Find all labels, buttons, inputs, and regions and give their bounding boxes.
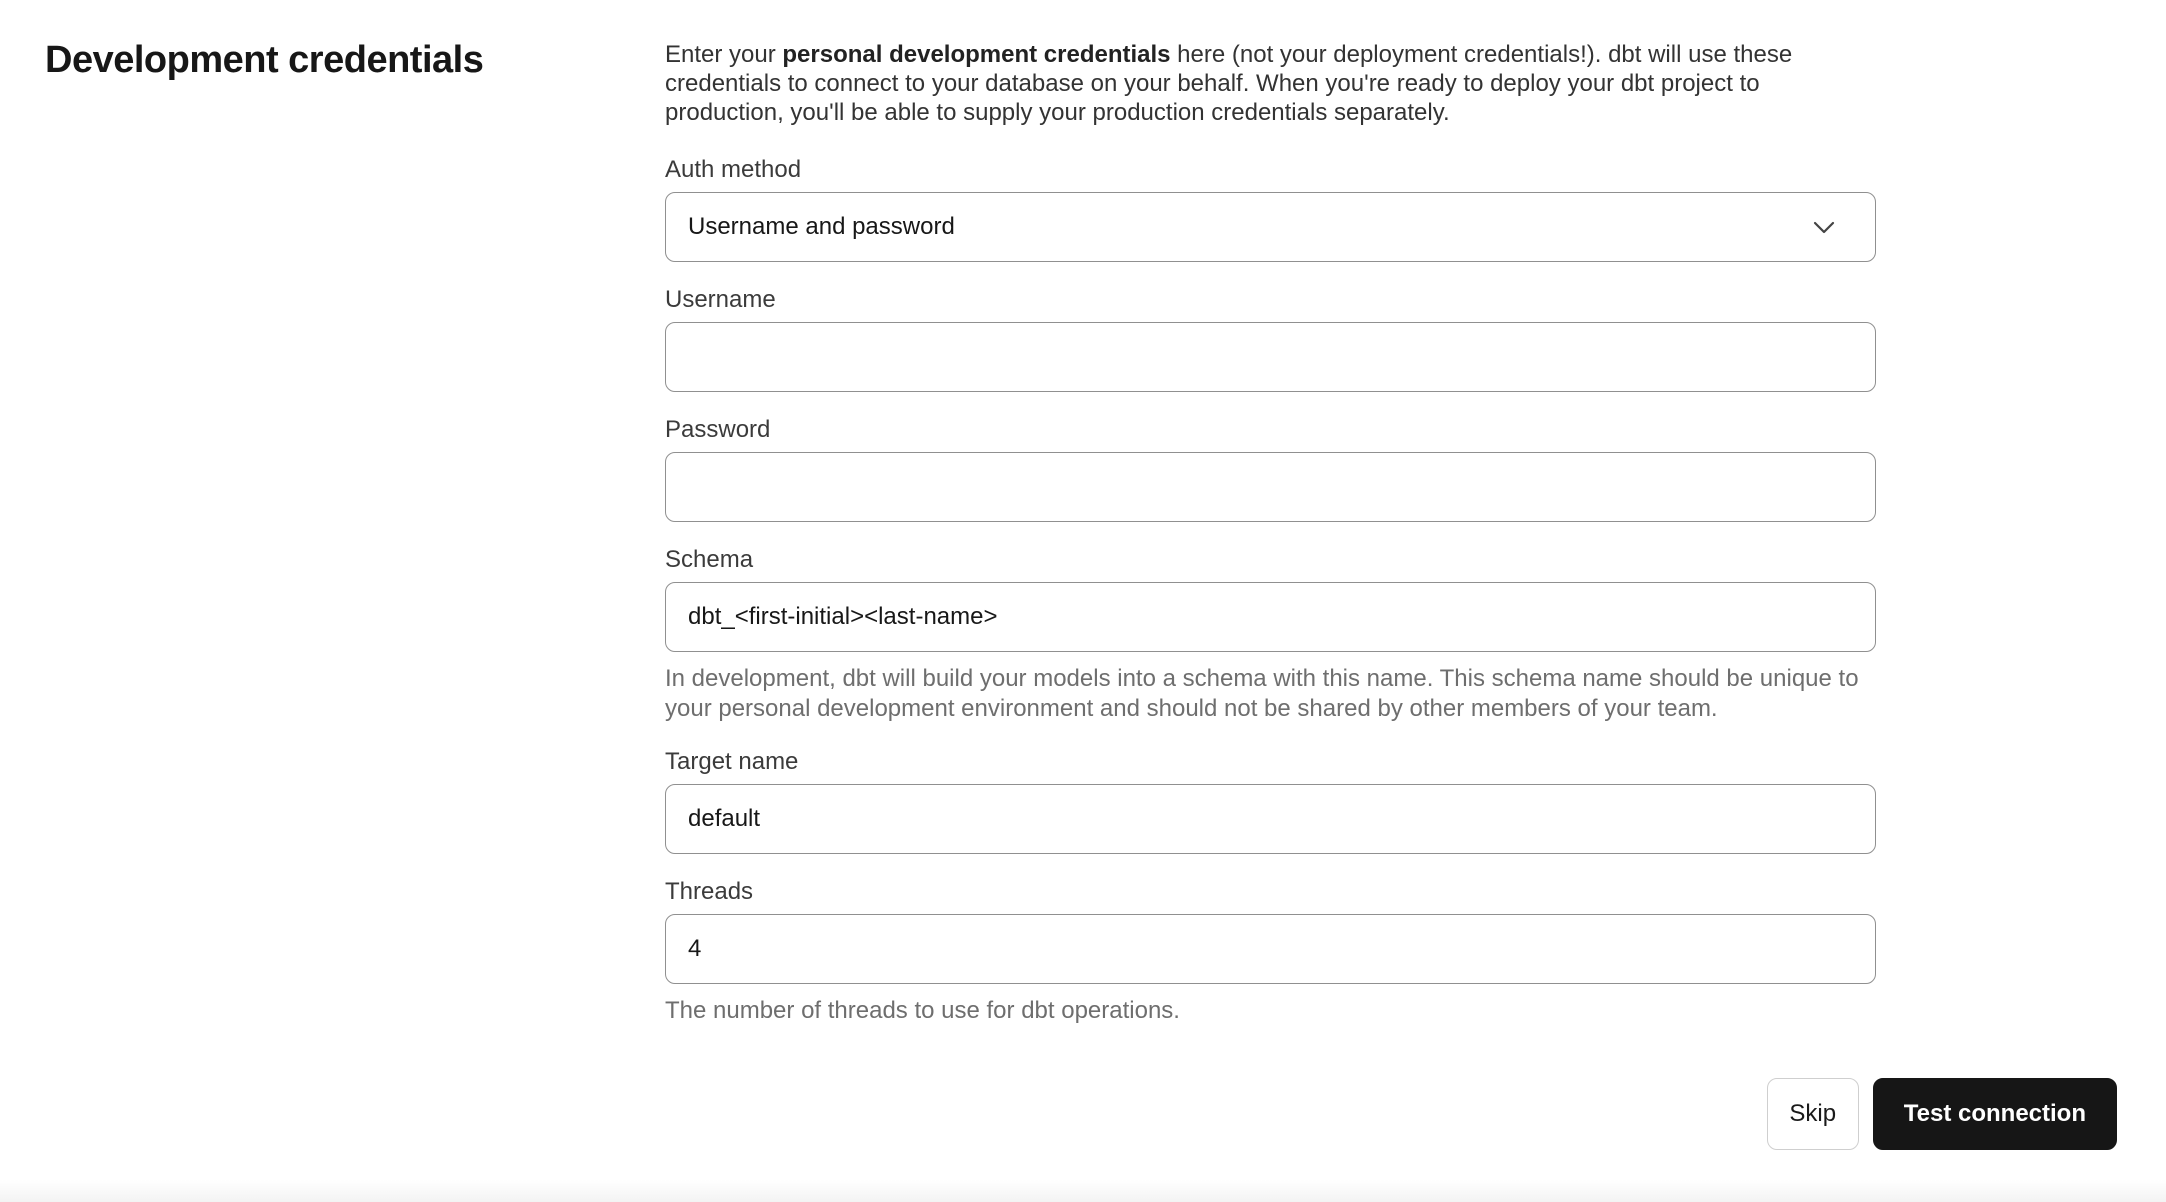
password-field-group	[665, 417, 1876, 522]
test-connection-button[interactable]: Test connection	[1873, 1078, 2117, 1150]
description-prefix: Enter your	[665, 41, 783, 68]
password-label: Password	[665, 416, 771, 443]
schema-field-group	[665, 547, 1876, 724]
description-bold: personal development credentials	[782, 41, 1171, 68]
threads-field-group	[665, 879, 1876, 1026]
page-title: Development credentials	[45, 39, 484, 81]
credentials-description	[665, 40, 1876, 127]
username-field-group	[665, 287, 1876, 392]
description-suffix: here (not your deployment credentials!). dbt will use these credentials to connect to your database on your behalf. When you're ready to deploy your dbt project to production, you'll be able to supply your production credentials separately.	[665, 41, 1793, 126]
password-input[interactable]	[665, 452, 1876, 522]
schema-label: Schema	[665, 546, 754, 573]
auth-method-label: Auth method	[665, 156, 802, 183]
skip-button[interactable]: Skip	[1767, 1078, 1859, 1150]
auth-method-selected-value: Username and password	[688, 213, 955, 240]
threads-help-text: The number of threads to use for dbt operations.	[665, 997, 1180, 1024]
chevron-down-icon	[1813, 221, 1835, 234]
auth-method-field-group	[665, 157, 1876, 262]
threads-label: Threads	[665, 878, 754, 905]
username-input[interactable]	[665, 322, 1876, 392]
schema-help-text: In development, dbt will build your models into a schema with this name. This schema name should be unique to your personal development environment and should not be shared by other members of your team.	[665, 665, 1859, 722]
form-actions	[1767, 1078, 2117, 1150]
schema-input[interactable]	[665, 582, 1876, 652]
target-name-label: Target name	[665, 748, 799, 775]
username-label: Username	[665, 286, 776, 313]
auth-method-select[interactable]	[665, 192, 1876, 262]
target-name-field-group	[665, 749, 1876, 854]
threads-input[interactable]	[665, 914, 1876, 984]
bottom-edge-divider	[0, 1180, 2166, 1202]
target-name-input[interactable]	[665, 784, 1876, 854]
